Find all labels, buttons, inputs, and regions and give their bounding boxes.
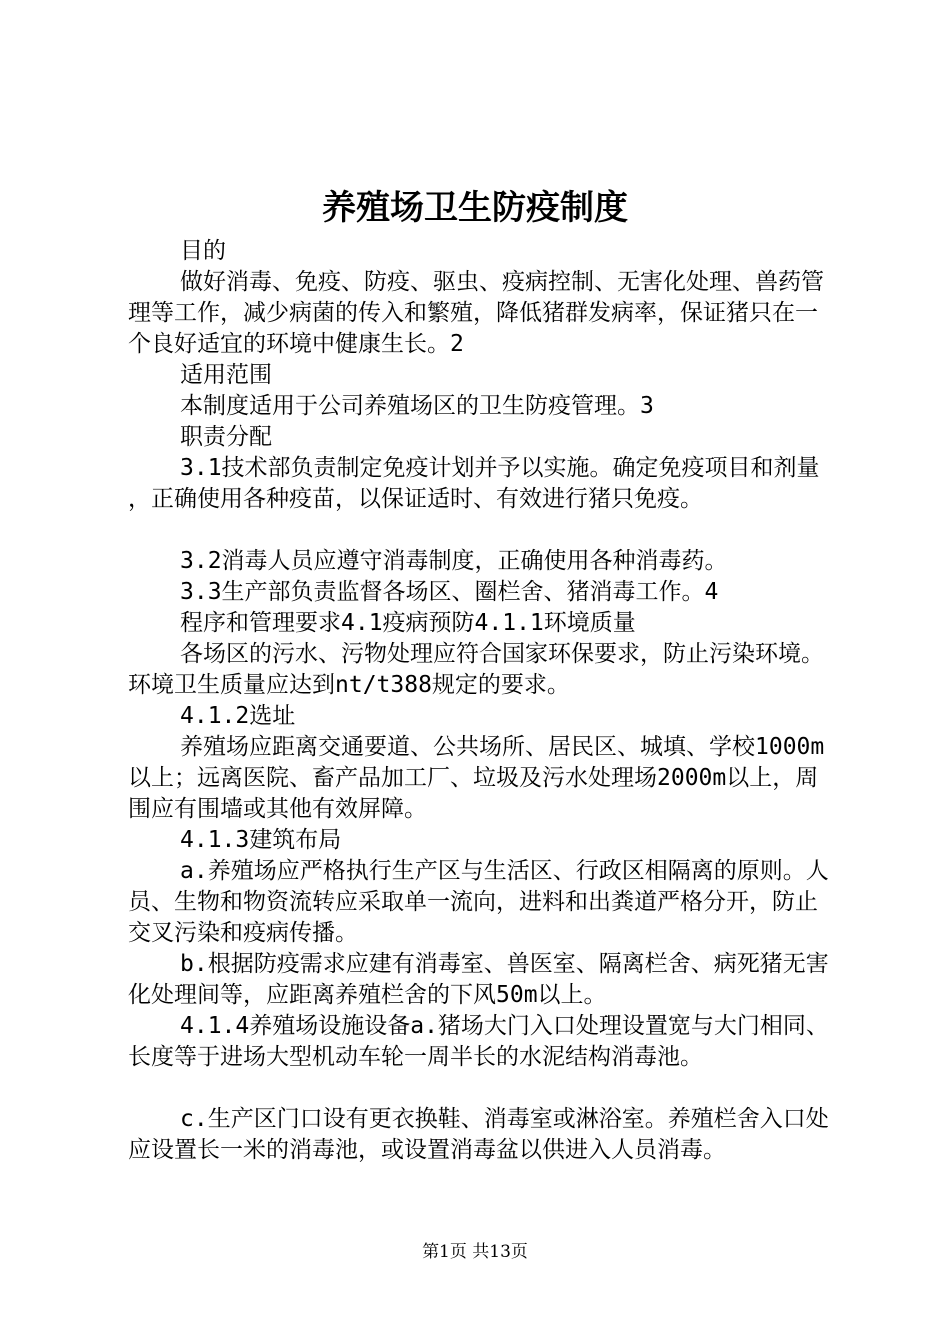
paragraph-environment: 各场区的污水、污物处理应符合国家环保要求，防止污染环境。环境卫生质量应达到nt/t388规定的要求。 (128, 641, 824, 698)
document-body (128, 236, 840, 1166)
document-title: 养殖场卫生防疫制度 (322, 188, 628, 228)
paragraph-site: 养殖场应距离交通要道、公共场所、居民区、城填、学校1000m以上；远离医院、畜产品加工厂、垃圾及污水处理场2000m以上，周围应有围墙或其他有效屏障。 (128, 734, 825, 822)
paragraph-scope: 本制度适用于公司养殖场区的卫生防疫管理。3 (180, 393, 654, 419)
paragraph-facilities-a: 4.1.4养殖场设施设备a.猪场大门入口处理设置宽与大门相同、长度等于进场大型机动车轮一周半长的水泥结构消毒池。 (128, 1013, 829, 1070)
blank-line (128, 515, 840, 546)
paragraph-duty-3-1: 3.1技术部负责制定免疫计划并予以实施。确定免疫项目和剂量，正确使用各种疫苗，以保证适时、有效进行猪只免疫。 (128, 455, 820, 512)
paragraph-layout-a: a.养殖场应严格执行生产区与生活区、行政区相隔离的原则。人员、生物和物资流转应采取单一流向，进料和出粪道严格分开，防止交叉污染和疫病传播。 (128, 858, 829, 946)
paragraph-procedure-heading: 程序和管理要求4.1疫病预防4.1.1环境质量 (180, 610, 636, 636)
paragraph-layout-heading: 4.1.3建筑布局 (180, 827, 342, 853)
paragraph-duty-3-3: 3.3生产部负责监督各场区、圈栏舍、猪消毒工作。4 (180, 579, 719, 605)
paragraph-duties-heading: 职责分配 (180, 424, 272, 450)
paragraph-site-heading: 4.1.2选址 (180, 703, 296, 729)
paragraph-purpose: 做好消毒、免疫、防疫、驱虫、疫病控制、无害化处理、兽药管理等工作，减少病菌的传入和繁殖，降低猪群发病率，保证猪只在一个良好适宜的环境中健康生长。2 (128, 269, 824, 357)
paragraph-duty-3-2: 3.2消毒人员应遵守消毒制度，正确使用各种消毒药。 (180, 548, 728, 574)
paragraph-facilities-c: c.生产区门口设有更衣换鞋、消毒室或淋浴室。养殖栏舍入口处应设置长一米的消毒池，或设置消毒盆以供进入人员消毒。 (128, 1106, 829, 1163)
paragraph-purpose-heading: 目的 (180, 238, 226, 264)
page-number: 第1页 共13页 (422, 1242, 528, 1262)
paragraph-scope-heading: 适用范围 (180, 362, 272, 388)
blank-line (128, 1073, 840, 1104)
paragraph-layout-b: b.根据防疫需求应建有消毒室、兽医室、隔离栏舍、病死猪无害化处理间等，应距离养殖栏舍的下风50m以上。 (128, 951, 829, 1008)
